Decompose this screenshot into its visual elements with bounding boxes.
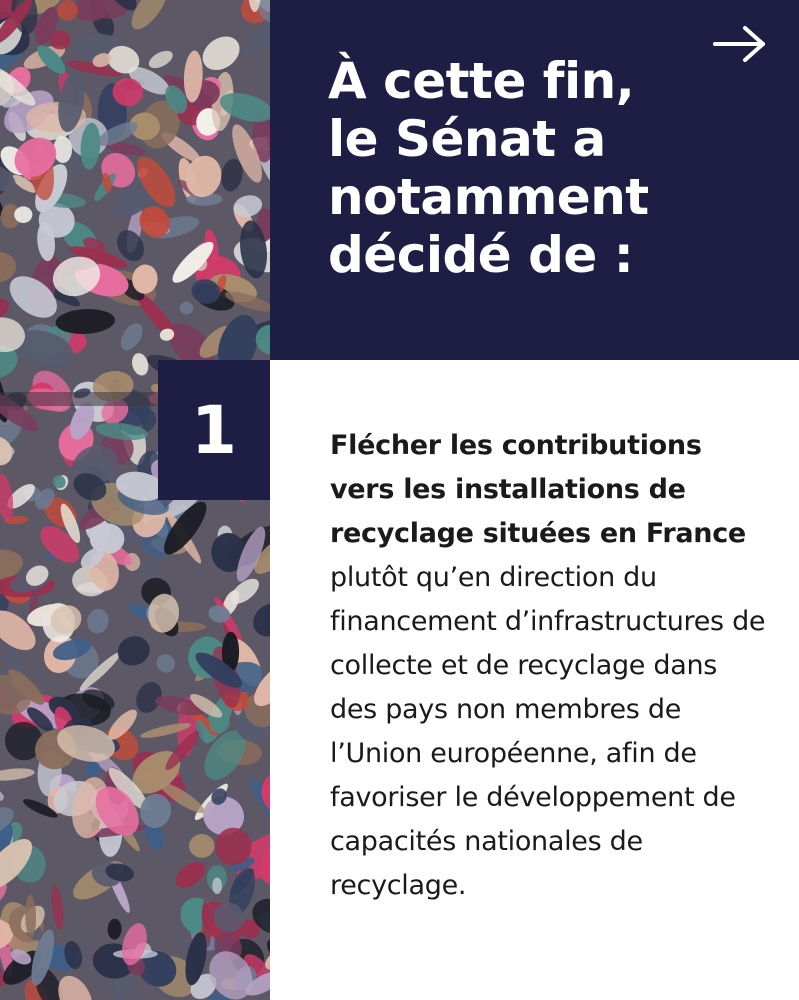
textile-pile-image <box>0 0 270 1000</box>
arrow-right-icon[interactable] <box>711 24 769 64</box>
page-title: À cette fin, le Sénat a notamment décidé de : <box>328 52 649 284</box>
item-number-badge: 1 <box>158 360 270 500</box>
item-regular-text: plutôt qu’en direction du financement d’infrastructures de collecte et de recyclage dans des pays non membres de l’Union européenne, afin de favoriser le développement de capacités nationales de recyclage. <box>330 562 766 901</box>
item-bold-text: Flécher les contributions vers les installations de recyclage situées en France <box>330 430 746 549</box>
item-description <box>330 424 770 908</box>
title-panel <box>270 0 799 360</box>
textile-pile-photo <box>0 0 270 1000</box>
